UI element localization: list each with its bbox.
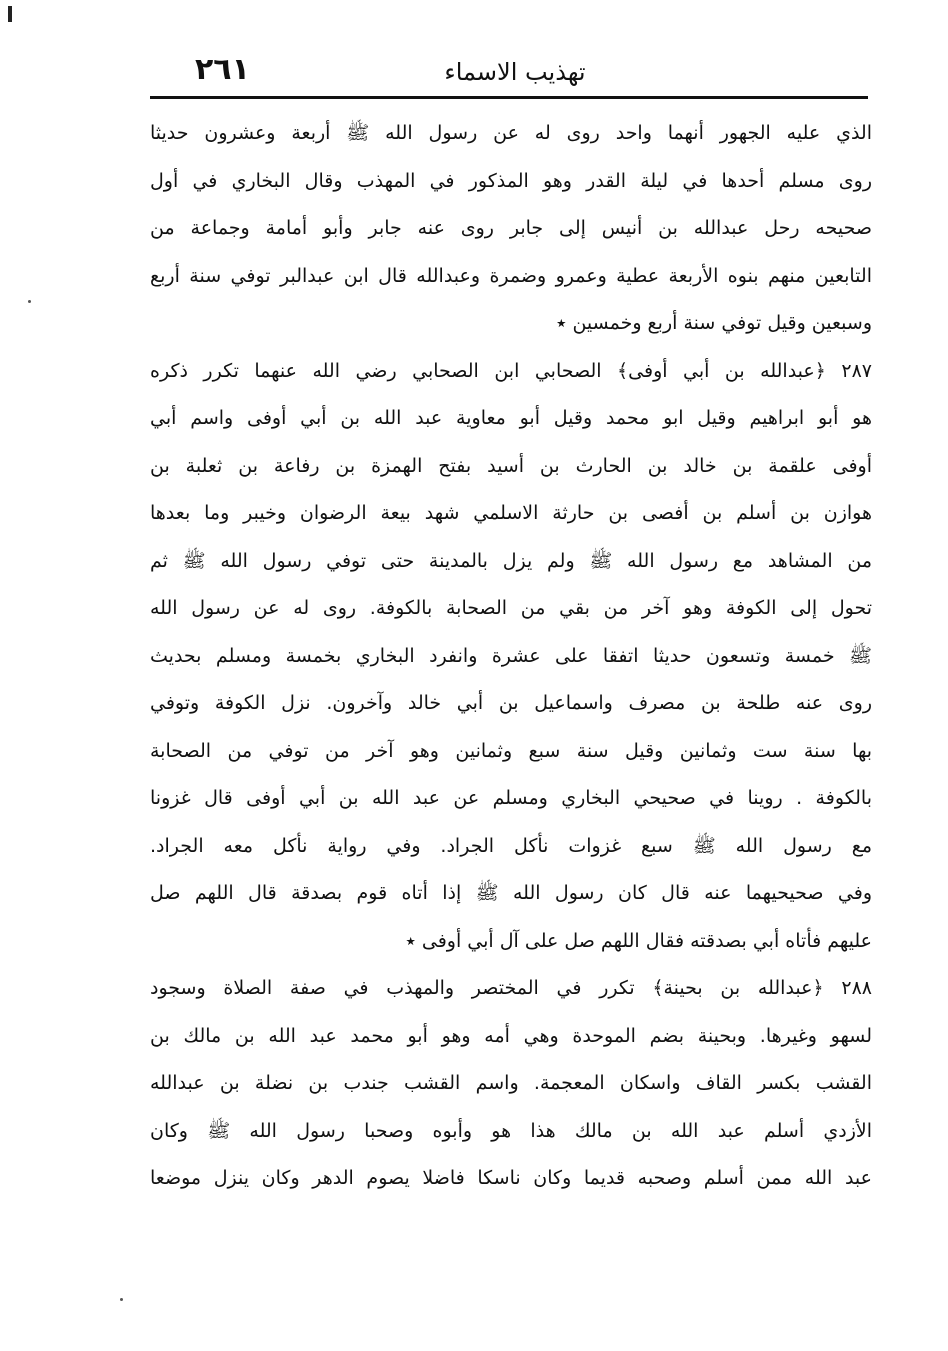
text-line: وفي صحيحيهما عنه قال كان رسول الله ﷺ إذا أتاه قوم بصدقة قال اللهم صل: [150, 882, 872, 904]
body-text: [150, 110, 872, 1203]
text-line: أوفى علقمة بن خالد بن الحارث بن أسيد بفتح الهمزة بن رفاعة بن ثعلبة بن: [150, 454, 872, 477]
scan-corner-mark: [8, 6, 12, 22]
page-header: [155, 48, 865, 100]
text-line: الأزدي أسلم عبد الله بن مالك هذا هو وأبوه وصحبا رسول الله ﷺ وكان: [150, 1119, 872, 1142]
text-line: روى عنه طلحة بن مصرف واسماعيل بن أبي خالد وآخرون. نزل الكوفة وتوفي: [150, 692, 872, 714]
entry-heading-line: ٢٨٨ ﴿عبدالله بن بحينة﴾ تكرر في المختصر والمهذب في صفة الصلاة وسجود: [150, 977, 872, 999]
entry-heading-line: ٢٨٧ ﴿عبدالله بن أبي أوفى﴾ الصحابي ابن الصحابي رضي الله عنهما تكرر ذكره: [150, 359, 872, 382]
text-line: هوازن بن أسلم بن أفصى بن حارثة الاسلمي شهد بيعة الرضوان وخيبر وما بعدها: [150, 502, 872, 524]
text-line: صحيحه رحل عبدالله بن أنيس إلى جابر روى عنه جابر وأبو أمامة وجماعة من: [150, 217, 872, 239]
text-line: من المشاهد مع رسول الله ﷺ ولم يزل بالمدينة حتى توفي رسول الله ﷺ ثم: [150, 549, 872, 572]
text-line: روى مسلم أحدها في ليلة القدر وهو المذكور في المهذب وقال البخاري في أول: [150, 169, 872, 192]
scan-speck: [120, 1298, 123, 1301]
text-line: الذي عليه الجهور أنهما واحد روى له عن رسول الله ﷺ أربعة وعشرون حديثا: [150, 122, 872, 144]
text-line: التابعين منهم بنوه الأربعة عطية وعمرو وضمرة وعبدالله قال ابن عبدالبر توفي سنة أربع: [150, 264, 872, 287]
page-number: ٢٦١: [195, 52, 250, 87]
text-line: بها سنة ست وثمانين وقيل سنة سبع وثمانين وهو آخر من توفي من الصحابة: [150, 739, 872, 762]
header-rule: [150, 96, 868, 99]
text-line: تحول إلى الكوفة وهو آخر من بقي من الصحابة بالكوفة. روى له عن رسول الله: [150, 597, 872, 619]
text-line: وسبعين وقيل توفي سنة أربع وخمسين ٭: [556, 312, 872, 334]
text-line: ﷺ خمسة وتسعون حديثا اتفقا على عشرة وانفرد البخاري بخمسة ومسلم بحديث: [150, 644, 872, 667]
text-line: بالكوفة . روينا في صحيحي البخاري ومسلم عن عبد الله بن أبي أوفى قال غزونا: [150, 787, 872, 809]
text-line: هو أبو ابراهيم وقيل ابو محمد وقيل أبو معاوية عبد الله بن أبي أوفى واسم أبي: [150, 407, 872, 429]
scan-speck: [28, 300, 31, 303]
running-title: تهذيب الاسماء: [444, 58, 586, 86]
text-line: القشب بكسر القاف واسكان المعجمة. واسم القشب جندب بن نضلة بن عبدالله: [150, 1072, 872, 1094]
text-line: لسهو وغيرها. وبحينة بضم الموحدة وهي أمه وهو أبو محمد عبد الله بن مالك بن: [150, 1024, 872, 1047]
text-line: مع رسول الله ﷺ سبع غزوات نأكل الجراد. وفي رواية نأكل معه الجراد.: [150, 834, 872, 857]
text-line: عبد الله ممن أسلم وصحبه قديما وكان ناسكا فاضلا يصوم الدهر وكان ينزل موضعا: [150, 1167, 872, 1189]
text-line: عليهم فأتاه أبي بصدقته فقال اللهم صل على آل أبي أوفى ٭: [405, 929, 872, 952]
